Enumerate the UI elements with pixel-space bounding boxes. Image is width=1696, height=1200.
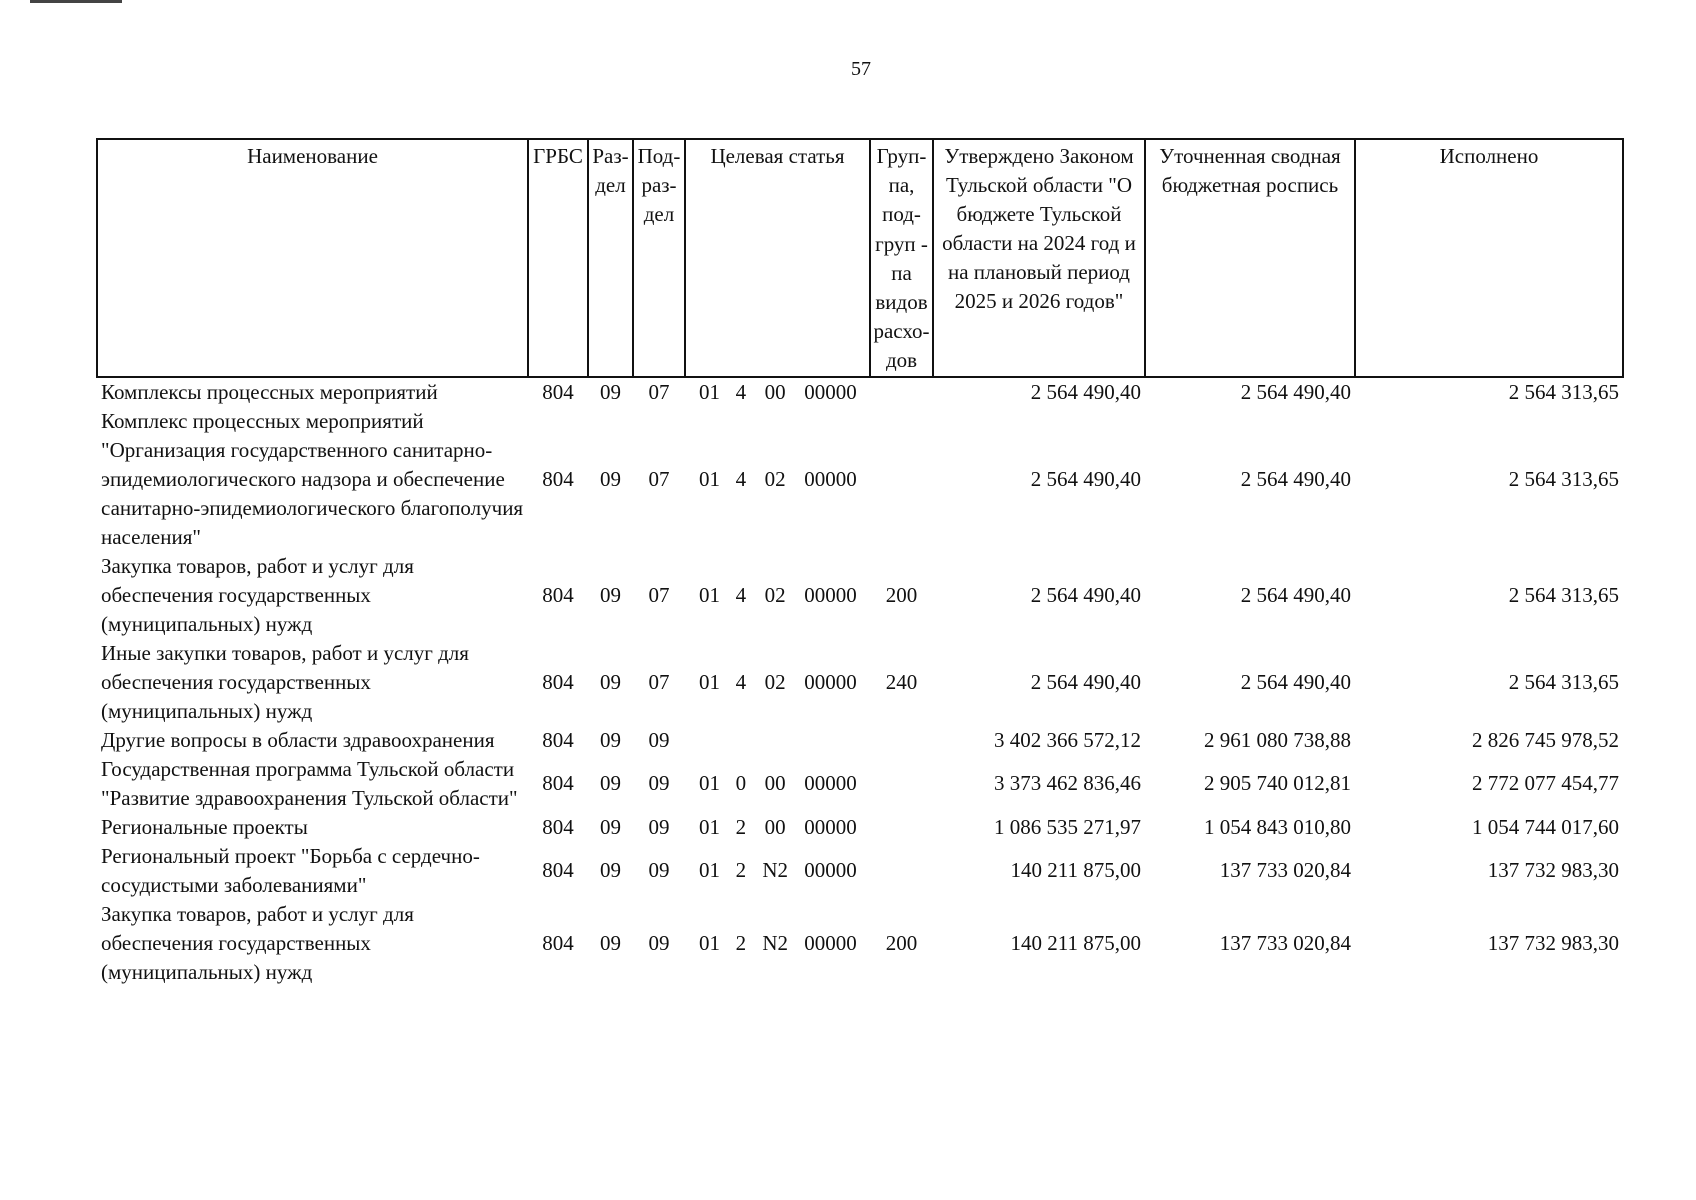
page-number: 57 [851,58,871,80]
table-row [97,407,1623,552]
table-row [97,842,1623,900]
header-target-article: Целевая статья [685,139,870,377]
header-refined: Уточненная сводная бюджетная роспись [1145,139,1355,377]
header-executed: Исполнено [1355,139,1623,377]
target-program: 01 [699,466,720,491]
row-refined: 2 905 740 012,81 [1204,771,1351,796]
row-approved: 1 086 535 271,97 [994,814,1141,839]
row-razdel: 09 [600,727,621,752]
row-podrazdel: 09 [648,727,670,752]
row-refined: 1 054 843 010,80 [1204,814,1351,839]
target-direction: 00000 [804,466,857,491]
row-name: Закупка товаров, работ и услуг для обеспечения государственных (муниципальных) нужд [101,901,414,984]
target-direction: 00000 [804,379,857,404]
top-corner-mark [30,0,122,3]
row-podrazdel: 07 [648,466,670,491]
row-grbs: 804 [542,727,574,752]
row-name: Комплекс процессных мероприятий "Организация государственного санитарно-эпидемиологического надзора и обеспечение санитарно-эпидемиологического благополучия населения" [101,408,524,549]
target-program: 01 [699,858,720,883]
row-refined: 137 733 020,84 [1219,930,1351,955]
table-row [97,377,1623,407]
budget-table [96,138,1624,987]
row-refined: 2 564 490,40 [1240,379,1351,404]
target-type: 4 [735,669,747,694]
row-razdel: 09 [600,858,621,883]
row-executed: 2 826 745 978,52 [1472,727,1619,752]
row-target-article [685,639,870,726]
target-type: 0 [735,771,747,796]
target-direction: 00000 [804,930,857,955]
row-razdel: 09 [600,582,621,607]
row-expense-group: 240 [885,669,918,694]
target-program: 01 [699,669,720,694]
header-approved: Утверждено Законом Тульской области "О бюджете Тульской области на 2024 год и на плановый период 2025 и 2026 годов" [933,139,1145,377]
row-target-article [685,755,870,813]
row-razdel: 09 [600,466,621,491]
row-expense-group [870,813,933,842]
row-grbs: 804 [542,930,574,955]
target-type: 2 [735,858,747,883]
header-expense-group: Груп- па, под- груп - па видов расхо- дов [870,139,933,377]
row-podrazdel: 09 [648,814,670,839]
row-approved: 2 564 490,40 [1030,379,1141,404]
table-row [97,900,1623,987]
target-program: 01 [699,930,720,955]
row-grbs: 804 [542,858,574,883]
target-program: 01 [699,771,720,796]
table-row [97,726,1623,755]
row-target-article [685,813,870,842]
target-type: 4 [735,379,747,404]
row-name: Закупка товаров, работ и услуг для обеспечения государственных (муниципальных) нужд [101,553,414,636]
row-executed: 2 772 077 454,77 [1472,771,1619,796]
row-podrazdel: 09 [648,771,670,796]
row-expense-group [870,842,933,900]
row-grbs: 804 [542,466,574,491]
target-type: 4 [735,466,747,491]
row-expense-group [870,726,933,755]
table-header-row [97,139,1623,377]
row-executed: 1 054 744 017,60 [1472,814,1619,839]
row-executed: 2 564 313,65 [1508,466,1619,491]
target-type: 2 [735,814,747,839]
row-executed: 2 564 313,65 [1508,669,1619,694]
table-row [97,755,1623,813]
row-refined: 137 733 020,84 [1219,858,1351,883]
row-name: Комплексы процессных мероприятий [101,379,438,404]
row-approved: 140 211 875,00 [1010,930,1141,955]
target-element: 00 [764,771,786,796]
row-grbs: 804 [542,771,574,796]
row-podrazdel: 07 [648,379,670,404]
target-program: 01 [699,582,720,607]
header-razdel: Раз- дел [588,139,633,377]
target-element: 02 [764,582,786,607]
row-target-article [685,407,870,552]
row-approved: 2 564 490,40 [1030,582,1141,607]
header-name: Наименование [97,139,528,377]
row-refined: 2 564 490,40 [1240,466,1351,491]
target-element: N2 [762,930,788,955]
row-razdel: 09 [600,814,621,839]
row-approved: 3 402 366 572,12 [994,727,1141,752]
row-grbs: 804 [542,582,574,607]
target-program: 01 [699,379,720,404]
header-grbs: ГРБС [528,139,588,377]
target-direction: 00000 [804,858,857,883]
target-type: 4 [735,582,747,607]
row-refined: 2 564 490,40 [1240,669,1351,694]
row-grbs: 804 [542,379,574,404]
row-grbs: 804 [542,814,574,839]
row-approved: 3 373 462 836,46 [994,771,1141,796]
row-podrazdel: 07 [648,669,670,694]
row-target-article [685,842,870,900]
row-target-article [685,900,870,987]
target-element: 02 [764,669,786,694]
row-target-article [685,552,870,639]
row-razdel: 09 [600,771,621,796]
table-row [97,639,1623,726]
table-row [97,552,1623,639]
row-razdel: 09 [600,930,621,955]
row-name: Другие вопросы в области здравоохранения [101,727,495,752]
target-element: 02 [764,466,786,491]
target-element: 00 [764,379,786,404]
row-podrazdel: 09 [648,858,670,883]
row-executed: 137 732 983,30 [1487,930,1619,955]
row-executed: 2 564 313,65 [1508,582,1619,607]
target-element: N2 [762,858,788,883]
row-razdel: 09 [600,669,621,694]
row-podrazdel: 09 [648,930,670,955]
row-expense-group [870,377,933,407]
row-razdel: 09 [600,379,621,404]
target-program: 01 [699,814,720,839]
row-grbs: 804 [542,669,574,694]
row-executed: 137 732 983,30 [1487,858,1619,883]
target-type: 2 [735,930,747,955]
row-approved: 2 564 490,40 [1030,669,1141,694]
row-podrazdel: 07 [648,582,670,607]
row-name: Региональный проект "Борьба с сердечно-сосудистыми заболеваниями" [101,843,480,897]
row-target-article [685,377,870,407]
row-name: Иные закупки товаров, работ и услуг для обеспечения государственных (муниципальных) нужд [101,640,469,723]
row-approved: 140 211 875,00 [1010,858,1141,883]
row-executed: 2 564 313,65 [1508,379,1619,404]
row-refined: 2 564 490,40 [1240,582,1351,607]
target-direction: 00000 [804,771,857,796]
row-name: Государственная программа Тульской области "Развитие здравоохранения Тульской области" [101,756,518,810]
row-name: Региональные проекты [101,814,308,839]
row-approved: 2 564 490,40 [1030,466,1141,491]
target-element: 00 [764,814,786,839]
header-podrazdel: Под- раз- дел [633,139,685,377]
row-expense-group [870,407,933,552]
row-refined: 2 961 080 738,88 [1204,727,1351,752]
row-target-article [685,726,870,755]
target-direction: 00000 [804,814,857,839]
target-direction: 00000 [804,669,857,694]
target-direction: 00000 [804,582,857,607]
row-expense-group [870,755,933,813]
row-expense-group: 200 [885,930,918,955]
row-expense-group: 200 [885,582,918,607]
table-row [97,813,1623,842]
